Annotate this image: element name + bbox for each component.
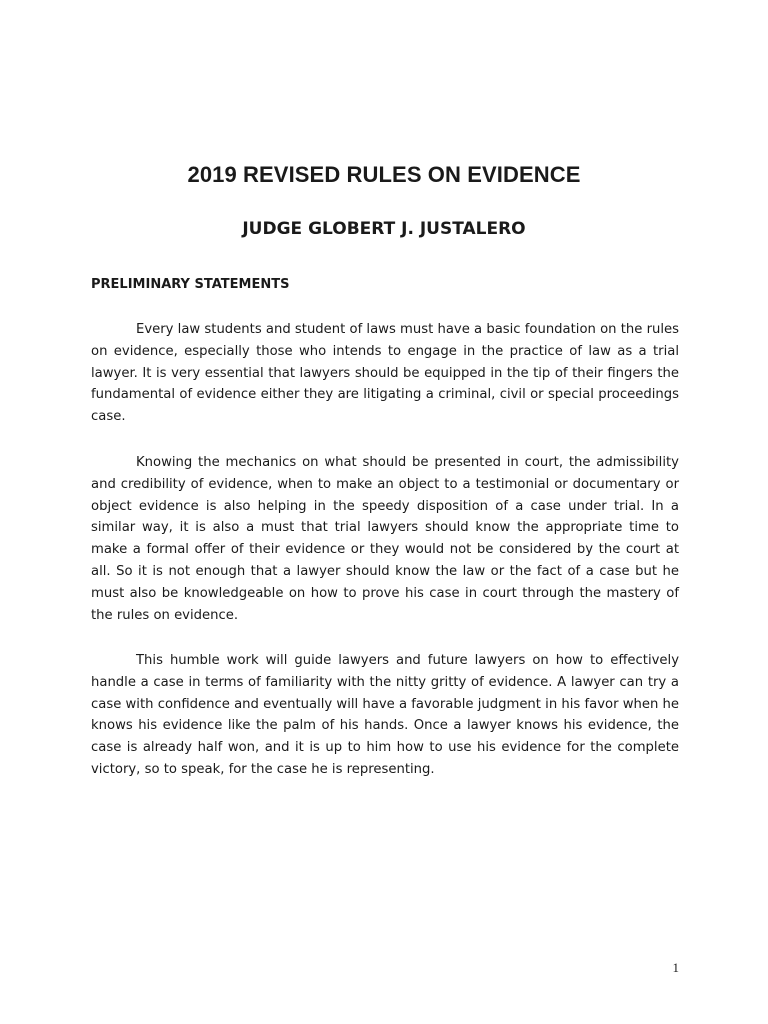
paragraph-1: Every law students and student of laws must have a basic foundation on the rules on evidence, especially those who intends to engage in the practice of law as a trial lawyer. It is very essential that lawyers should be equipped in the tip of their fingers the fundamental of evidence either they are litigating a criminal, civil or special proceedings case. [91,322,679,425]
author-name: JUDGE GLOBERT J. JUSTALERO [242,219,526,239]
page-number: 1 [672,960,679,975]
paragraph-3: This humble work will guide lawyers and future lawyers on how to effectively handle a case in terms of familiarity with the nitty gritty of evidence. A lawyer can try a case with confidence and eventually will have a favorable judgment in his favor when he knows his evidence like the palm of his hands. Once a lawyer knows his evidence, the case is already half won, and it is up to him how to use his evidence for the complete victory, so to speak, for the case he is representing. [91,653,679,777]
paragraph-2: Knowing the mechanics on what should be presented in court, the admissibility and credibility of evidence, when to make an object to a testimonial or documentary or object evidence is also helping in the speedy disposition of a case under trial. In a similar way, it is also a must that trial lawyers should know the appropriate time to make a formal offer of their evidence or they would not be considered by the court at all. So it is not enough that a lawyer should know the law or the fact of a case but he must also be knowledgeable on how to prove his case in court through the mastery of the rules on evidence. [91,455,679,623]
section-heading: PRELIMINARY STATEMENTS [91,277,290,292]
document-title: 2019 REVISED RULES ON EVIDENCE [187,162,581,187]
